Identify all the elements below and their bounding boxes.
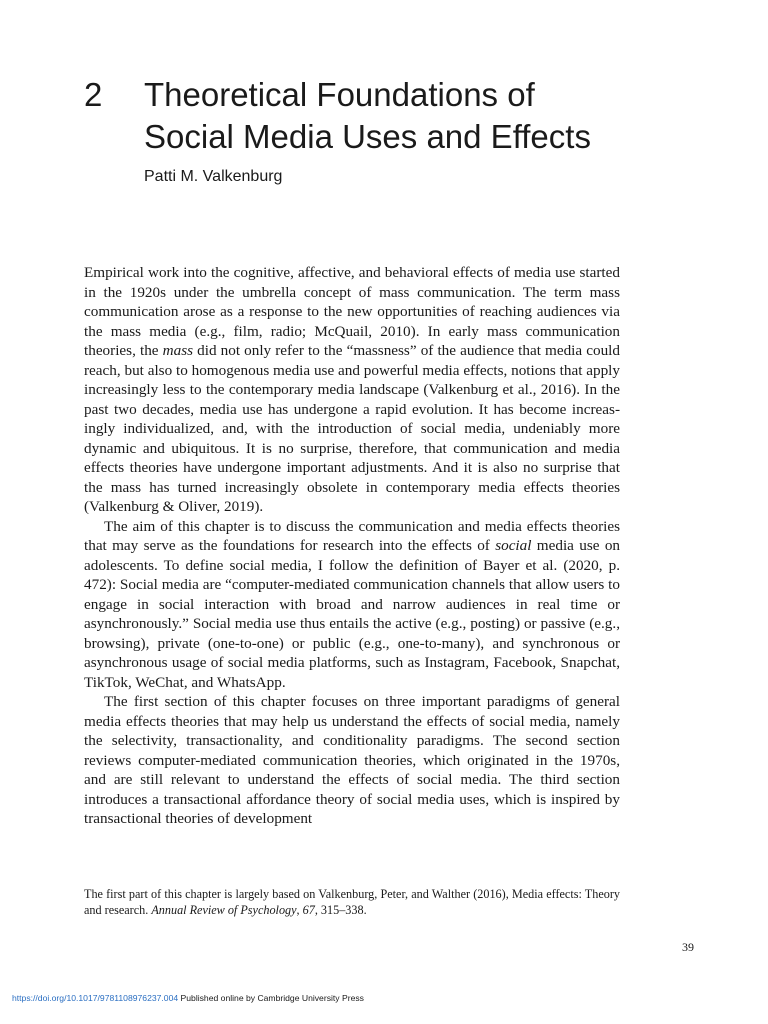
published-online-text: Published online by Cambridge University Press <box>178 993 364 1003</box>
chapter-title-line-1: Theoretical Foundations of <box>144 76 535 113</box>
paragraph-1-emphasis: mass <box>162 342 194 359</box>
chapter-title-line-2: Social Media Uses and Effects <box>144 118 591 155</box>
paragraph-1-part-a: Empirical work into the cognitive, affective, and behavioral effects of media use started in the 1920s under the umbrella concept of mass communication. The term mass communication arose as a response to the new opportunities of reaching audiences via the mass media (e.g., film, radio; McQuail, 2010). In early mass communication theories, the <box>84 264 620 359</box>
footnote-pages: , 315–338. <box>314 903 367 917</box>
paragraph-1-part-b: did not only refer to the “massness” of the audience that media could reach, but also to homogenous media use and powerful media effects, notions that apply increasingly less to the contemporary media landscape (Valkenburg et al., 2016). In the past two decades, media use has undergone a rapid evolution. It has become increasingly individualized, and, with the introduction of social media, undeniably more dynamic and ubiquitous. It is no surprise, therefore, that communication and media effects theories have undergone important adjustments. And it is also no surprise that the mass has turned increasingly obsolete in contemporary media effects theories (Valkenburg & Oliver, 2019). <box>84 342 620 515</box>
footnote <box>84 886 620 918</box>
publisher-footer <box>12 993 364 1003</box>
doi-link[interactable]: https://doi.org/10.1017/9781108976237.004 <box>12 993 179 1003</box>
footnote-separator: , <box>296 903 303 917</box>
footnote-journal: Annual Review of Psychology <box>151 903 297 917</box>
paragraph-2-part-b: media use on adolescents. To define social media, I follow the definition of Bayer et al. (2020, p. 472): Social media are “computer-mediated communication channels that allow users to engage in social interaction with broad and narrow audiences in real time or asynchronously.” Social media use thus entails the active (e.g., posting) or passive (e.g., browsing), private (one-to-one) or public (e.g., one-to-many), and synchronous or asynchronous usage of social media platforms, such as Instagram, Facebook, Snapchat, TikTok, WeChat, and WhatsApp. <box>84 537 621 691</box>
chapter-number: 2 <box>84 76 103 113</box>
paragraph-2-part-a: The aim of this chapter is to discuss the communication and media effects theories that may serve as the foundations for research into the effects of <box>84 517 620 554</box>
page-number: 39 <box>682 940 694 954</box>
chapter-title <box>144 74 664 158</box>
footnote-text: The first part of this chapter is largely based on Valkenburg, Peter, and Walther (2016), Media effects: Theory and research. <box>84 887 620 917</box>
paragraph-3: The first section of this chapter focuses on three important paradigms of general media effects theories that may help us understand the effects of social media, namely the selectivity, transactionality, and conditionality paradigms. The second section reviews computer-mediated communication theories, which originated in the 1970s, and are still relevant to understand the effects of social media. The third section introduces a transactional affordance theory of social media uses, which is inspired by transactional theories of development <box>84 693 620 827</box>
paragraph-2 <box>84 517 620 693</box>
chapter-author: Patti M. Valkenburg <box>144 168 283 185</box>
paragraph-1 <box>84 263 620 517</box>
body-text <box>84 263 620 829</box>
paragraph-2-emphasis: social <box>495 537 532 554</box>
footnote-volume: 67 <box>302 903 315 917</box>
